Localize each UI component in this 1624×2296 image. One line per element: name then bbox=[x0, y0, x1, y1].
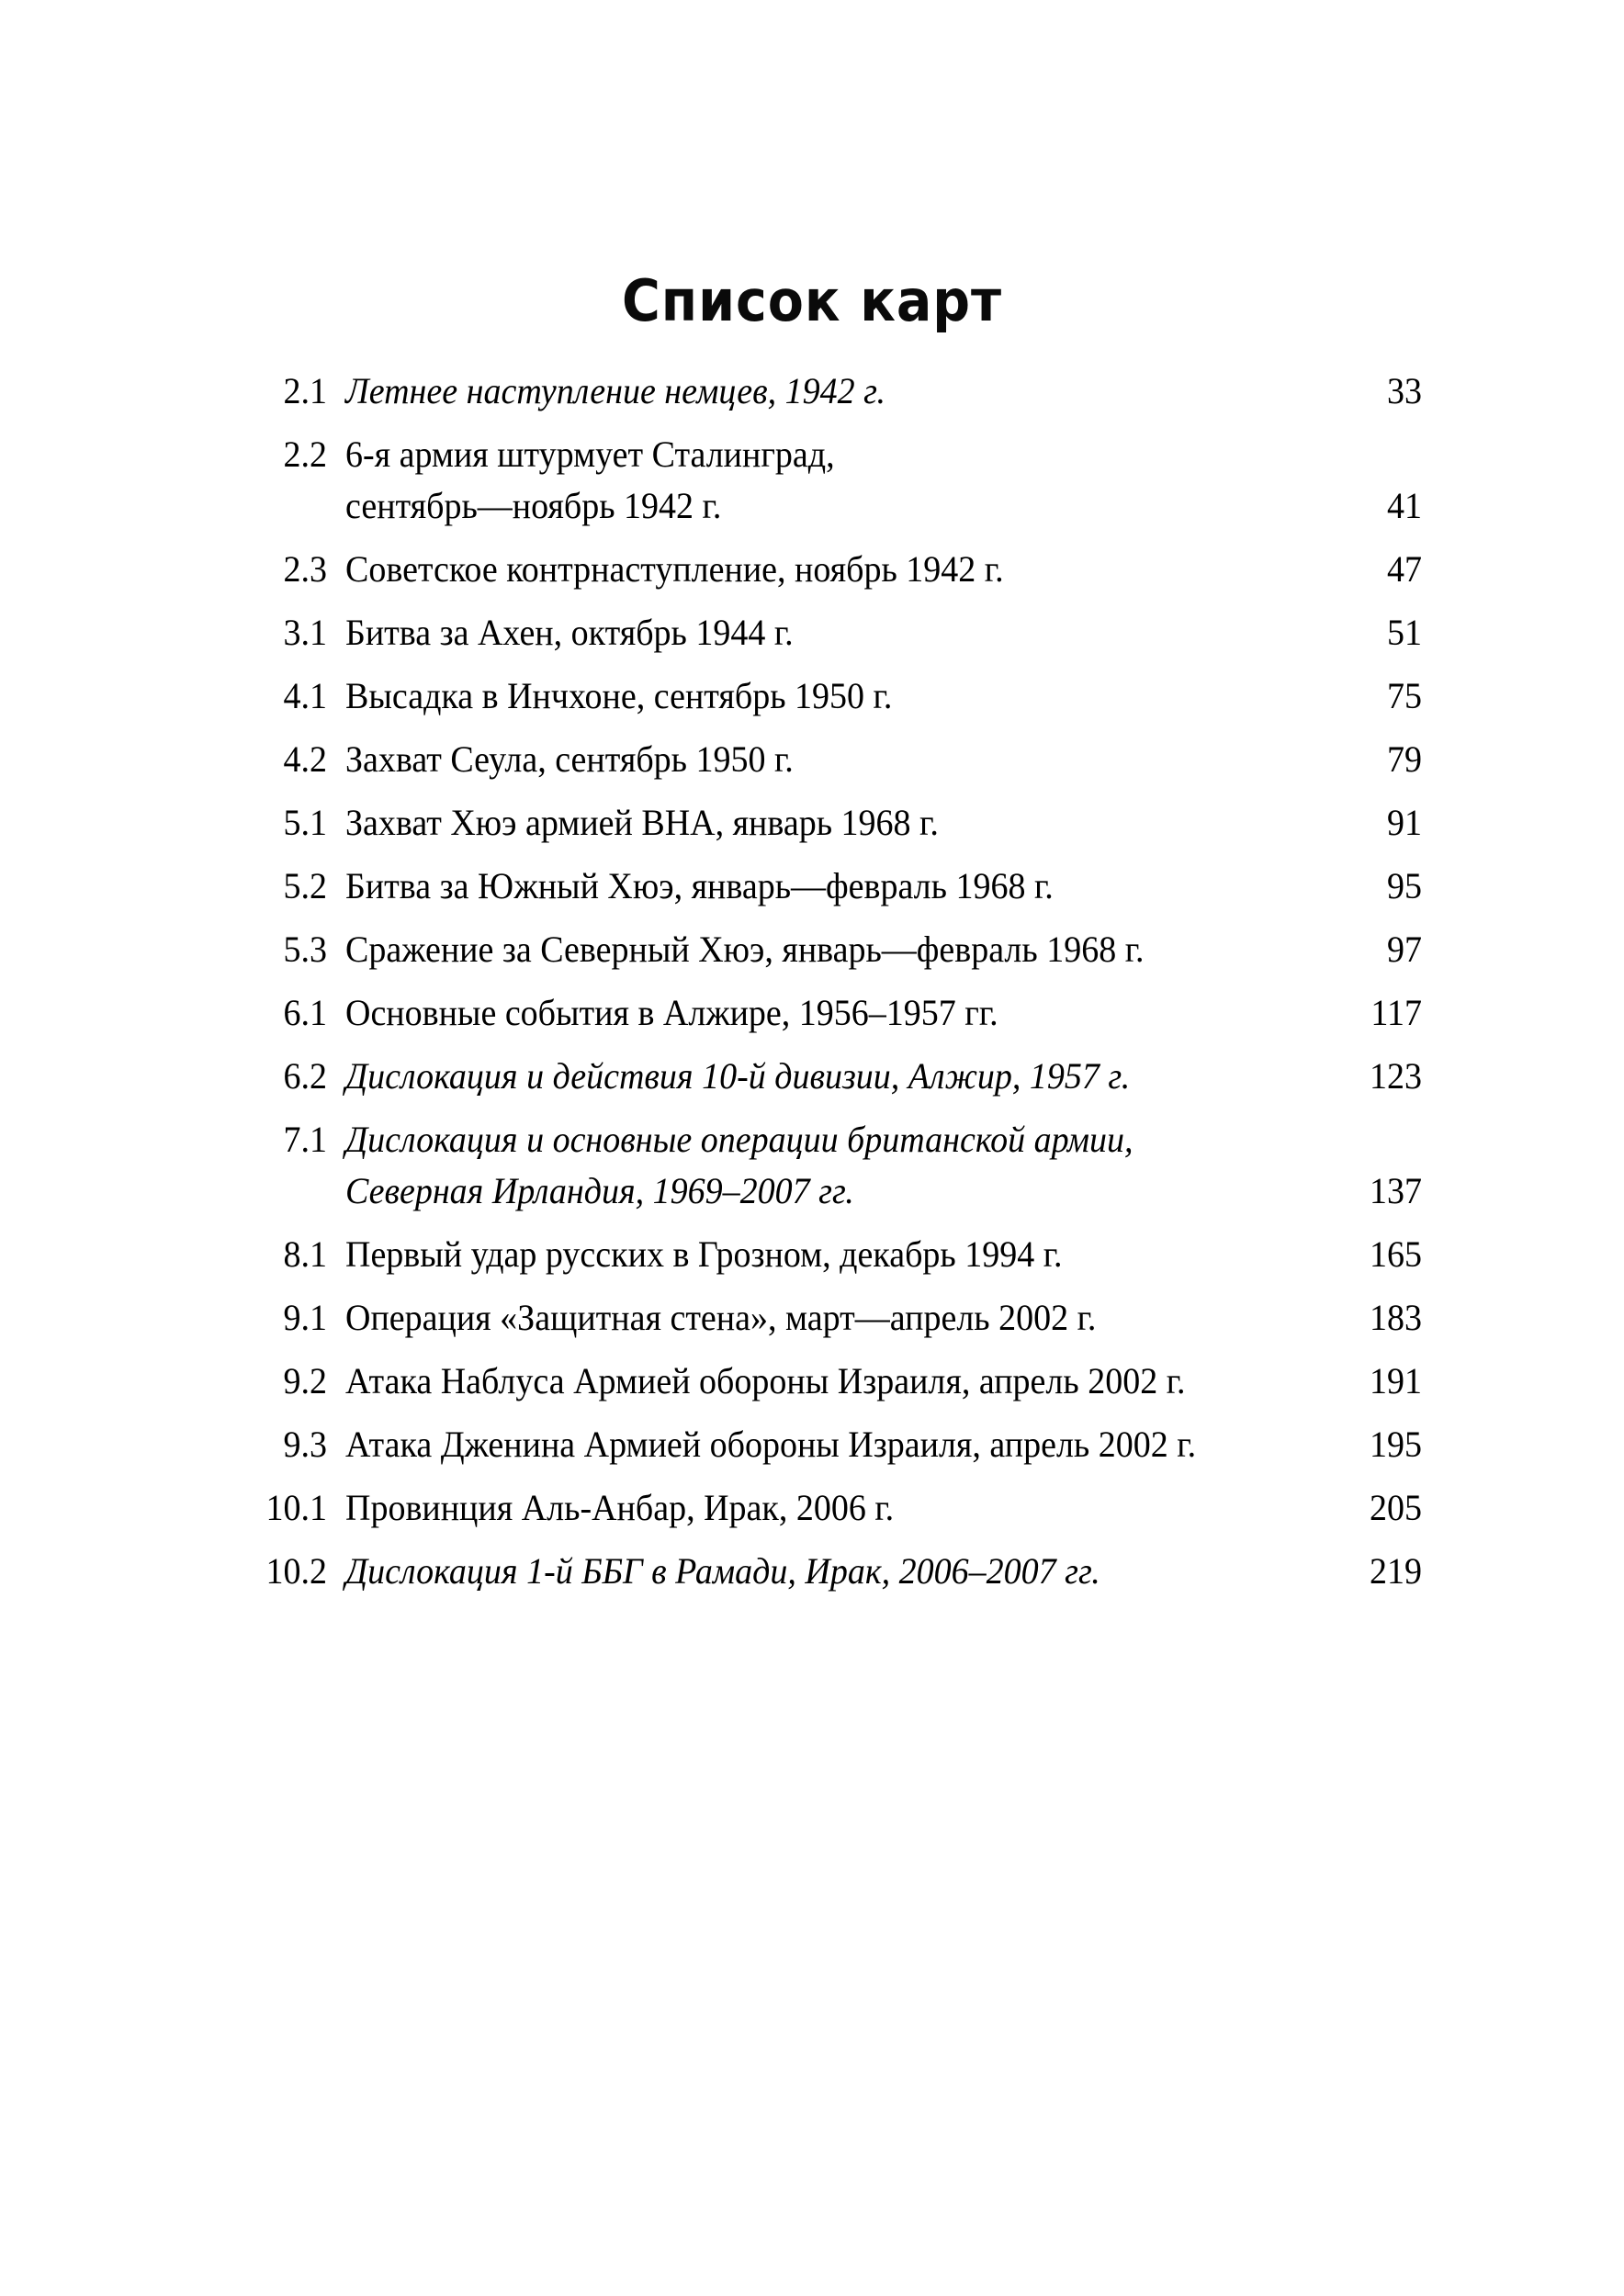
map-title bbox=[327, 797, 1337, 849]
map-title-line: Операция «Защитная стена», март—апрель 2002 г. bbox=[345, 1297, 1097, 1338]
list-item[interactable] bbox=[228, 987, 1422, 1039]
list-item[interactable] bbox=[228, 1051, 1422, 1102]
list-item[interactable] bbox=[228, 544, 1422, 595]
map-number: 9.1 bbox=[283, 1297, 327, 1338]
page-number: 51 bbox=[1387, 612, 1422, 653]
map-title bbox=[327, 1292, 1337, 1344]
page-number: 123 bbox=[1370, 1055, 1422, 1097]
map-number: 10.1 bbox=[265, 1487, 327, 1528]
map-title-line: Атака Дженина Армией обороны Израиля, апрель 2002 г. bbox=[345, 1424, 1197, 1465]
map-number: 5.1 bbox=[283, 802, 327, 843]
map-title bbox=[327, 544, 1337, 595]
list-item[interactable] bbox=[228, 1114, 1422, 1217]
map-number: 8.1 bbox=[283, 1233, 327, 1275]
page-number: 195 bbox=[1370, 1424, 1422, 1465]
map-number: 4.1 bbox=[283, 675, 327, 716]
map-title bbox=[327, 1114, 1337, 1217]
page-number: 47 bbox=[1387, 548, 1422, 590]
map-title-line: Сражение за Северный Хюэ, январь—февраль 1968 г. bbox=[345, 929, 1145, 970]
map-title-line: Дислокация и основные операции британской армии, bbox=[345, 1119, 1133, 1160]
page-number: 183 bbox=[1370, 1297, 1422, 1338]
map-title-line: Летнее наступление немцев, 1942 г. bbox=[345, 370, 885, 411]
list-item[interactable] bbox=[228, 429, 1422, 532]
map-title bbox=[327, 861, 1337, 912]
page-number: 165 bbox=[1370, 1233, 1422, 1275]
map-number: 9.2 bbox=[283, 1360, 327, 1401]
map-title bbox=[327, 987, 1337, 1039]
map-title bbox=[327, 670, 1337, 722]
page-number: 117 bbox=[1370, 992, 1422, 1033]
map-title bbox=[327, 734, 1337, 785]
list-of-maps bbox=[228, 366, 1422, 1609]
map-title-line: Первый удар русских в Грозном, декабрь 1994 г. bbox=[345, 1233, 1063, 1275]
map-title-line: 6-я армия штурмует Сталинград, bbox=[345, 433, 835, 475]
list-item[interactable] bbox=[228, 1419, 1422, 1470]
map-title-line: Дислокация 1-й ББГ в Рамади, Ирак, 2006–2007 гг. bbox=[345, 1550, 1100, 1592]
map-number: 6.1 bbox=[283, 992, 327, 1033]
map-title bbox=[327, 366, 1337, 417]
page-number: 191 bbox=[1370, 1360, 1422, 1401]
map-number: 2.3 bbox=[283, 548, 327, 590]
map-title-line: сентябрь—ноябрь 1942 г. bbox=[345, 485, 722, 526]
map-title-line: Северная Ирландия, 1969–2007 гг. bbox=[345, 1170, 854, 1211]
list-item[interactable] bbox=[228, 607, 1422, 658]
map-number: 6.2 bbox=[283, 1055, 327, 1097]
list-item[interactable] bbox=[228, 734, 1422, 785]
page-number: 95 bbox=[1387, 865, 1422, 906]
map-title-line: Захват Хюэ армией ВНА, январь 1968 г. bbox=[345, 802, 939, 843]
map-title bbox=[327, 924, 1337, 975]
page-number: 137 bbox=[1370, 1170, 1422, 1211]
list-item[interactable] bbox=[228, 1356, 1422, 1407]
page-number: 75 bbox=[1387, 675, 1422, 716]
list-item[interactable] bbox=[228, 1292, 1422, 1344]
map-title-line: Дислокация и действия 10-й дивизии, Алжир, 1957 г. bbox=[345, 1055, 1131, 1097]
map-title-line: Захват Сеула, сентябрь 1950 г. bbox=[345, 738, 794, 780]
map-number: 7.1 bbox=[283, 1119, 327, 1160]
list-item[interactable] bbox=[228, 366, 1422, 417]
map-title bbox=[327, 1546, 1337, 1597]
map-number: 4.2 bbox=[283, 738, 327, 780]
map-title-line: Атака Наблуса Армией обороны Израиля, апрель 2002 г. bbox=[345, 1360, 1186, 1401]
map-number: 2.1 bbox=[283, 370, 327, 411]
list-item[interactable] bbox=[228, 1546, 1422, 1597]
map-title bbox=[327, 1356, 1337, 1407]
list-item[interactable] bbox=[228, 861, 1422, 912]
map-title bbox=[327, 429, 1337, 532]
page-number: 205 bbox=[1370, 1487, 1422, 1528]
list-item[interactable] bbox=[228, 670, 1422, 722]
map-number: 3.1 bbox=[283, 612, 327, 653]
map-number: 5.2 bbox=[283, 865, 327, 906]
page-number: 97 bbox=[1387, 929, 1422, 970]
map-title bbox=[327, 1482, 1337, 1534]
page-number: 33 bbox=[1387, 370, 1422, 411]
page-number: 219 bbox=[1370, 1550, 1422, 1592]
map-title-line: Советское контрнаступление, ноябрь 1942 г. bbox=[345, 548, 1004, 590]
list-item[interactable] bbox=[228, 1229, 1422, 1280]
map-title bbox=[327, 1051, 1337, 1102]
page-number: 91 bbox=[1387, 802, 1422, 843]
map-title bbox=[327, 1229, 1337, 1280]
map-number: 9.3 bbox=[283, 1424, 327, 1465]
list-item[interactable] bbox=[228, 797, 1422, 849]
map-title-line: Битва за Ахен, октябрь 1944 г. bbox=[345, 612, 794, 653]
map-title-line: Провинция Аль-Анбар, Ирак, 2006 г. bbox=[345, 1487, 895, 1528]
page-number: 41 bbox=[1387, 485, 1422, 526]
map-title bbox=[327, 1419, 1337, 1470]
map-title-line: Высадка в Инчхоне, сентябрь 1950 г. bbox=[345, 675, 893, 716]
map-title-line: Битва за Южный Хюэ, январь—февраль 1968 г. bbox=[345, 865, 1054, 906]
map-number: 2.2 bbox=[283, 433, 327, 475]
map-title-line: Основные события в Алжире, 1956–1957 гг. bbox=[345, 992, 998, 1033]
map-number: 10.2 bbox=[265, 1550, 327, 1592]
map-title bbox=[327, 607, 1337, 658]
map-number: 5.3 bbox=[283, 929, 327, 970]
list-item[interactable] bbox=[228, 1482, 1422, 1534]
page-number: 79 bbox=[1387, 738, 1422, 780]
list-item[interactable] bbox=[228, 924, 1422, 975]
page-title: Список карт bbox=[621, 266, 1003, 334]
